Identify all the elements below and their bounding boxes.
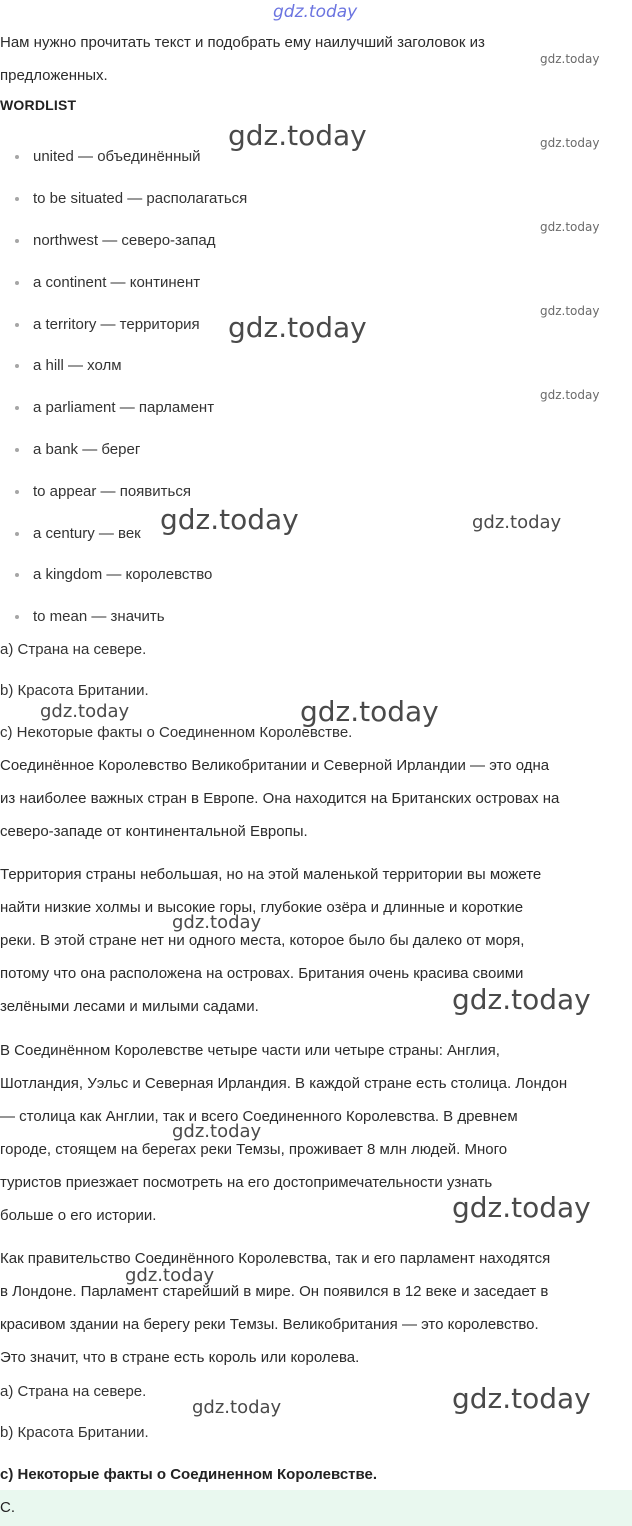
wordlist-entry: to mean — значить (33, 608, 165, 625)
watermark-large: gdz.today (452, 983, 591, 1016)
text-paragraph-3-line: Шотландия, Уэльс и Северная Ирландия. В каждой стране есть столица. Лондон (0, 1075, 568, 1092)
text-paragraph-4-line: в Лондоне. Парламент старейший в мире. Он появился в 12 веке и заседает в (0, 1283, 549, 1300)
watermark-large: gdz.today (300, 695, 439, 728)
watermark-small: gdz.today (540, 304, 600, 318)
wordlist-entry: to appear — появиться (33, 483, 191, 500)
bullet-icon (15, 239, 19, 243)
bullet-icon (15, 197, 19, 201)
option-b: b) Красота Британии. (0, 682, 149, 699)
bullet-icon (15, 532, 19, 536)
bullet-icon (15, 323, 19, 327)
text-paragraph-4-line: Как правительство Соединённого Королевства, так и его парламент находятся (0, 1250, 551, 1267)
wordlist-entry: to be situated — располагаться (33, 190, 248, 207)
answer-box (0, 1490, 632, 1526)
watermark-large: gdz.today (452, 1191, 591, 1224)
watermark-large: gdz.today (160, 503, 299, 536)
watermark-small: gdz.today (540, 388, 600, 402)
bullet-icon (15, 364, 19, 368)
text-paragraph-2-line: реки. В этой стране нет ни одного места, которое было бы далеко от моря, (0, 932, 525, 949)
text-paragraph-1-line: северо-западе от континентальной Европы. (0, 823, 308, 840)
wordlist-entry: a bank — берег (33, 441, 141, 458)
wordlist-entry: a hill — холм (33, 357, 122, 374)
text-paragraph-3-line: городе, стоящем на берегах реки Темзы, проживает 8 млн людей. Много (0, 1141, 508, 1158)
watermark-large: gdz.today (228, 311, 367, 344)
watermark-small: gdz.today (540, 220, 600, 234)
text-paragraph-3-line: — столица как Англии, так и всего Соединенного Королевства. В древнем (0, 1108, 518, 1125)
watermark-medium: gdz.today (472, 512, 562, 533)
answer-option-a: a) Страна на севере. (0, 1383, 147, 1400)
bullet-icon (15, 406, 19, 410)
text-paragraph-2-line: Территория страны небольшая, но на этой маленькой территории вы можете (0, 866, 542, 883)
bullet-icon (15, 448, 19, 452)
text-paragraph-3-line: больше о его истории. (0, 1207, 157, 1224)
wordlist-entry: a parliament — парламент (33, 399, 215, 416)
text-paragraph-3-line: В Соединённом Королевстве четыре части или четыре страны: Англия, (0, 1042, 500, 1059)
watermark-top: gdz.today (273, 2, 358, 22)
text-paragraph-3-line: туристов приезжает посмотреть на его достопримечательности узнать (0, 1174, 493, 1191)
wordlist-entry: a kingdom — королевство (33, 566, 213, 583)
watermark-small: gdz.today (540, 52, 600, 66)
bullet-icon (15, 281, 19, 285)
bullet-icon (15, 615, 19, 619)
watermark-large: gdz.today (228, 119, 367, 152)
wordlist-entry: northwest — северо-запад (33, 232, 216, 249)
text-paragraph-1-line: Соединённое Королевство Великобритании и Северной Ирландии — это одна (0, 757, 550, 774)
answer-letter: C. (0, 1499, 15, 1516)
bullet-icon (15, 155, 19, 159)
text-paragraph-2-line: зелёными лесами и милыми садами. (0, 998, 259, 1015)
wordlist-entry: a century — век (33, 525, 141, 542)
answer-option-c: c) Некоторые факты о Соединенном Королевстве. (0, 1466, 378, 1483)
intro-line-2: предложенных. (0, 67, 108, 84)
watermark-medium: gdz.today (125, 1265, 215, 1286)
watermark-medium: gdz.today (192, 1397, 282, 1418)
text-paragraph-4-line: красивом здании на берегу реки Темзы. Великобритания — это королевство. (0, 1316, 539, 1333)
text-paragraph-1-line: из наиболее важных стран в Европе. Она находится на Британских островах на (0, 790, 560, 807)
watermark-large: gdz.today (452, 1382, 591, 1415)
text-paragraph-4-line: Это значит, что в стране есть король или королева. (0, 1349, 360, 1366)
wordlist-entry: a territory — территория (33, 316, 200, 333)
text-paragraph-2-line: найти низкие холмы и высокие горы, глубокие озёра и длинные и короткие (0, 899, 524, 916)
watermark-medium: gdz.today (40, 701, 130, 722)
answer-option-b: b) Красота Британии. (0, 1424, 149, 1441)
watermark-medium: gdz.today (172, 912, 262, 933)
bullet-icon (15, 490, 19, 494)
watermark-medium: gdz.today (172, 1121, 262, 1142)
intro-line-1: Нам нужно прочитать текст и подобрать ему наилучший заголовок из (0, 34, 485, 51)
option-a: a) Страна на севере. (0, 641, 147, 658)
option-c: c) Некоторые факты о Соединенном Королевстве. (0, 724, 353, 741)
watermark-small: gdz.today (540, 136, 600, 150)
wordlist-entry: a continent — континент (33, 274, 201, 291)
wordlist-heading: WORDLIST (0, 97, 77, 113)
wordlist-entry: united — объединённый (33, 148, 201, 165)
bullet-icon (15, 573, 19, 577)
text-paragraph-2-line: потому что она расположена на островах. Британия очень красива своими (0, 965, 524, 982)
